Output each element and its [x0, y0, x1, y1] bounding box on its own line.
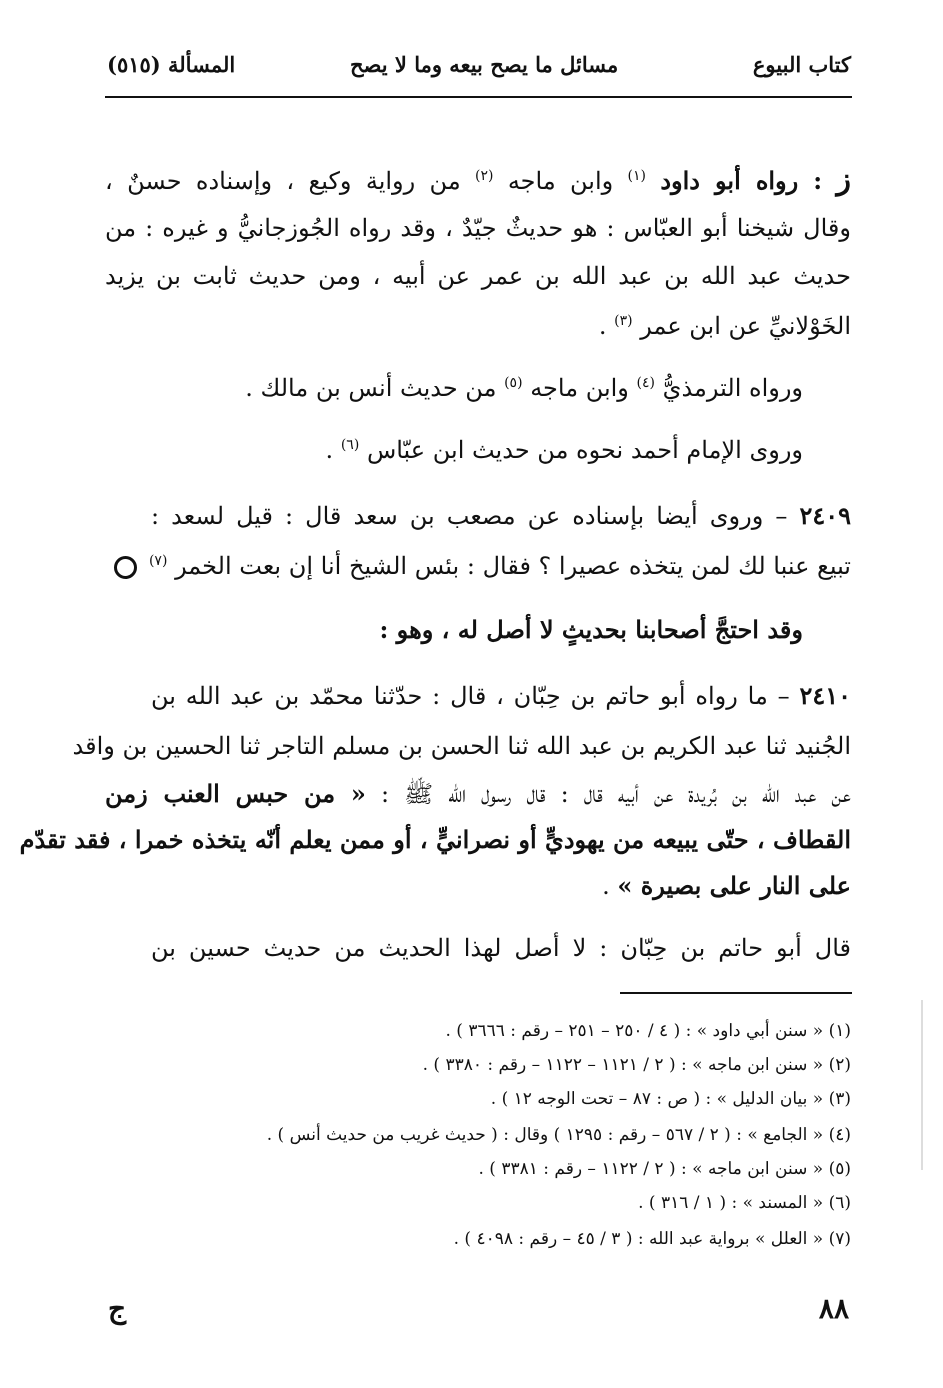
footnote: (٣) « بيان الدليل » : ( ص : ٨٧ – تحت الوجه ١٢ ) .: [490, 1089, 851, 1109]
page-number: ٨٨: [818, 1292, 849, 1325]
body-line: عن عبد الله بن بُريدة عن أبيه قال : قال رسول الله ﷺ : « من حبس العنب زمن: [105, 779, 851, 808]
hadith-number: ٢٤٠٩: [799, 501, 851, 530]
header-book-title: كتاب البيوع: [752, 52, 851, 77]
footnote: (٦) « المسند » : ( ١ / ٣١٦ ) .: [638, 1193, 851, 1213]
footnote: (٥) « سنن ابن ماجه » : ( ٢ / ١١٢٢ – رقم : ٣٣٨١ ) .: [478, 1159, 851, 1179]
scan-edge: [921, 1000, 923, 1170]
footnote-rule: [620, 992, 852, 994]
body-line: ٢٤٠٩ – وروى أيضا بإسناده عن مصعب بن سعد قال : قيل لسعد :: [151, 501, 851, 530]
footnote: (١) « سنن أبي داود » : ( ٤ / ٢٥٠ – ٢٥١ – رقم : ٣٦٦٦ ) .: [445, 1021, 851, 1041]
footnote-ref: (٥): [504, 375, 523, 391]
footnote: (٤) « الجامع » : ( ٢ / ٥٦٧ – رقم : ١٢٩٥ ) وقال : ( حديث غريب من حديث أنس ) .: [266, 1125, 851, 1145]
body-line: الجُنيد ثنا عبد الكريم بن عبد الله ثنا الحسن بن مسلم التاجر ثنا الحسين بن واقد: [72, 732, 851, 760]
header-rule: [105, 96, 852, 98]
body-line: وقال شيخنا أبو العبّاس : هو حديثٌ جيّدٌ ، وقد رواه الجُوزجانيُّ و غيره : من: [105, 214, 851, 242]
body-line: وقد احتجَّ أصحابنا بحديثٍ لا أصل له ، وهو :: [379, 615, 803, 644]
end-circle-icon: [114, 556, 137, 579]
footnote-ref: (٣): [614, 313, 633, 329]
body-line: ٢٤١٠ – ما رواه أبو حاتم بن حِبّان ، قال : حدّثنا محمّد بن عبد الله بن: [151, 681, 851, 710]
body-line: على النار على بصيرة » .: [602, 871, 851, 900]
body-line: قال أبو حاتم بن حِبّان : لا أصل لهذا الحديث من حديث حسين بن: [151, 934, 852, 962]
body-line: حديث عبد الله بن عبد الله بن عمر عن أبيه ، ومن حديث ثابت بن يزيد: [105, 262, 851, 290]
hadith-number: ٢٤١٠: [799, 681, 851, 710]
body-line: الخَوْلانيِّ عن ابن عمر $^{(٣)}$ .: [598, 312, 851, 340]
footnote: (٢) « سنن ابن ماجه » : ( ٢ / ١١٢١ – ١١٢٢ – رقم : ٣٣٨٠ ) .: [422, 1055, 851, 1075]
zay-marker: ز: [836, 162, 851, 197]
body-line: تبيع عنبا لك لمن يتخذه عصيرا ؟ فقال : بئس الشيخ أنا إن بعت الخمر $^{(٧)}$: [105, 546, 851, 586]
body-line: وروى الإمام أحمد نحوه من حديث ابن عبّاس $^{(٦)}$ .: [325, 436, 803, 464]
body-line: القطاف ، حتّى يبيعه من يهوديٍّ أو نصرانيٍّ ، أو ممن يعلم أنّه يتخذه خمرا ، فقد تقدّم: [19, 825, 851, 854]
footnote-ref: (٤): [636, 375, 656, 391]
body-line: ز : رواه أبو داود $^{(١)}$ وابن ماجه $^{(٢)}$ من رواية وكيع ، وإسناده حسنٌ ،: [105, 162, 851, 197]
header-issue-number: المسألة (٥١٥): [107, 52, 236, 77]
footnote-ref: (٧): [148, 553, 168, 569]
header-chapter-title: مسائل ما يصح بيعه وما لا يصح: [350, 52, 619, 77]
footnote: (٧) « العلل » برواية عبد الله : ( ٣ / ٤٥ – رقم : ٤٠٩٨ ) .: [453, 1229, 851, 1249]
body-line: ورواه الترمذيُّ $^{(٤)}$ وابن ماجه $^{(٥)}$ من حديث أنس بن مالك .: [245, 374, 803, 402]
footnote-ref: (٢): [475, 168, 494, 184]
footnote-ref: (٦): [340, 437, 360, 453]
signature-mark: ج: [108, 1292, 127, 1325]
footnote-ref: (١): [627, 168, 647, 184]
